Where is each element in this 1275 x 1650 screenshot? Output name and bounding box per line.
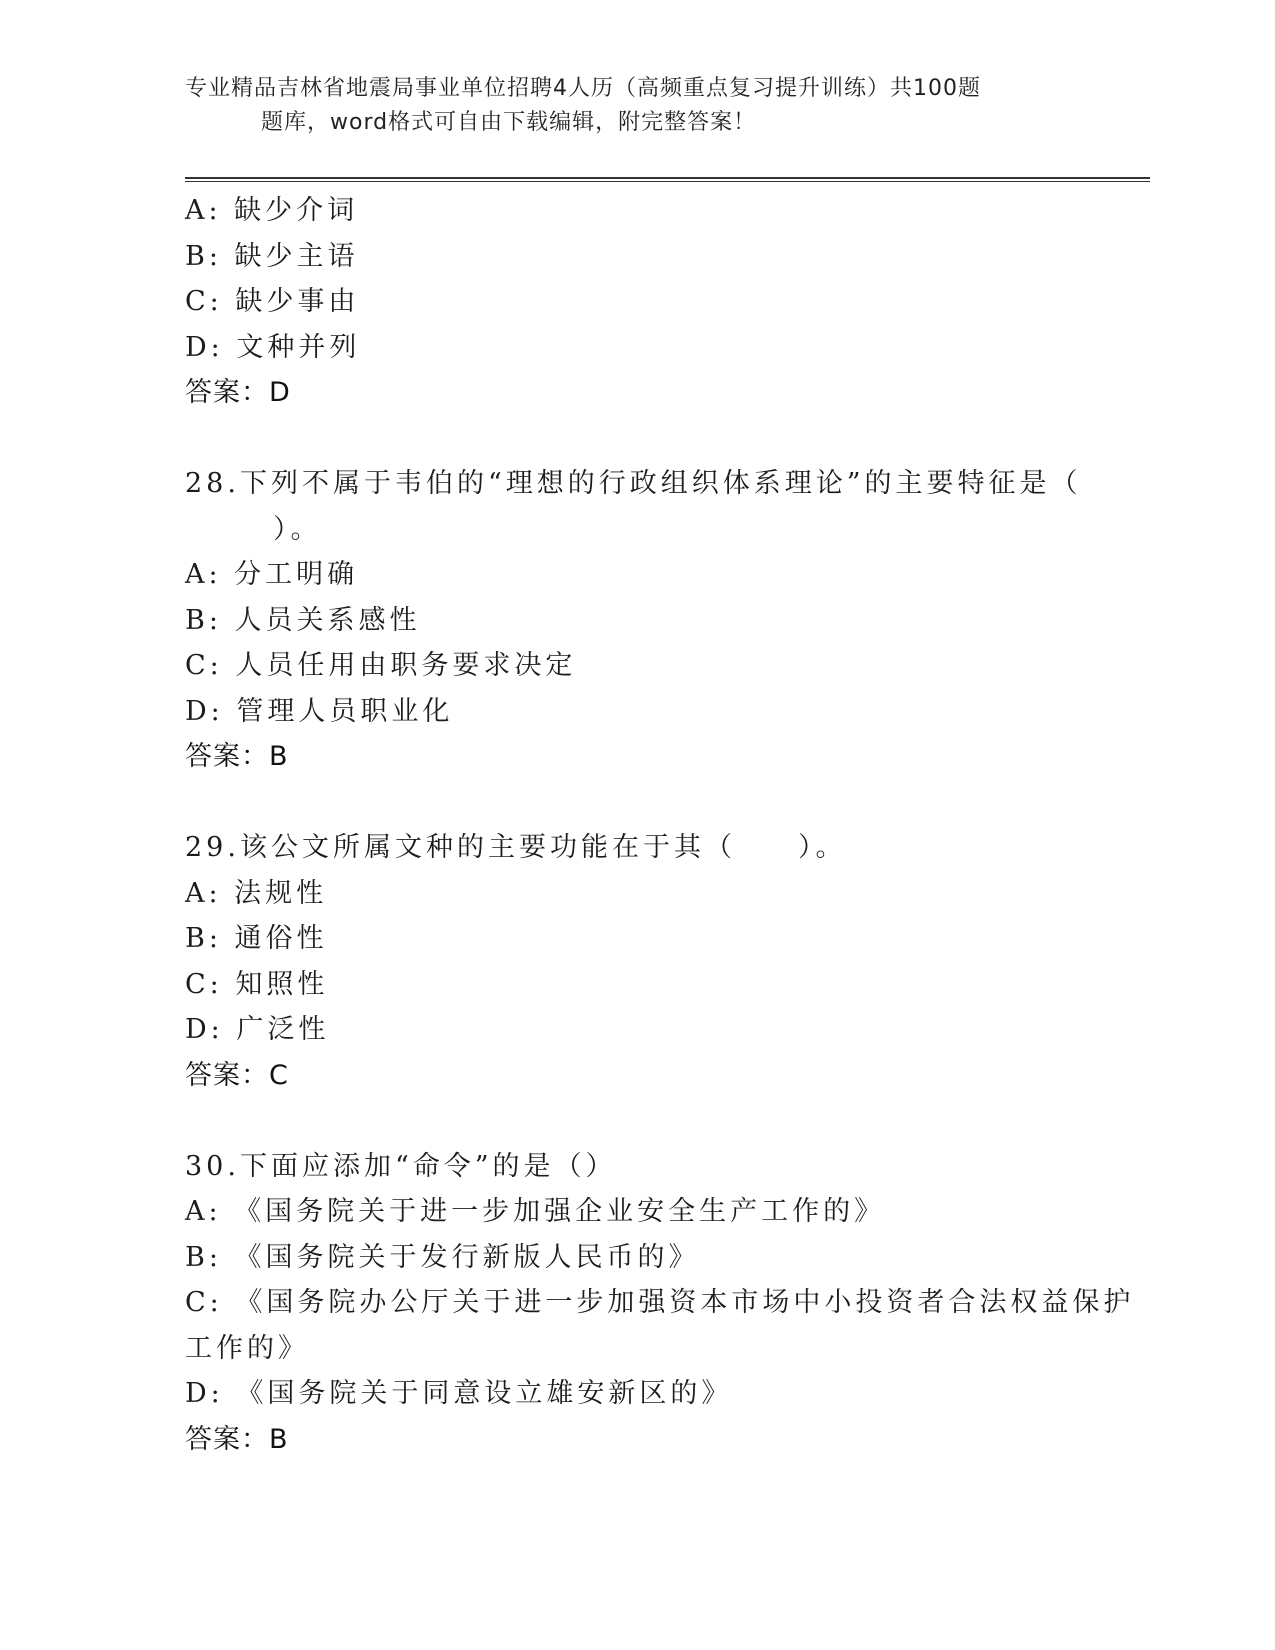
q28-answer: 答案：B <box>185 741 289 772</box>
q28-option-b: B: 人员关系感性 <box>185 604 421 636</box>
question-30-block <box>185 1144 1135 1463</box>
q30-option-b: B: 《国务院关于发行新版人民币的》 <box>185 1241 700 1273</box>
header-divider-thick <box>185 177 1150 179</box>
q28-option-c: C: 人员任用由职务要求决定 <box>185 650 577 681</box>
document-header <box>185 72 1065 140</box>
q30-option-c-continued: 工作的》 <box>185 1332 309 1364</box>
q29-question-text: 29.该公文所属文种的主要功能在于其（ ）。 <box>185 832 847 863</box>
question-28-block <box>185 461 1085 780</box>
q27-option-d: D: 文种并列 <box>185 331 361 363</box>
q30-option-d: D: 《国务院关于同意设立雄安新区的》 <box>185 1378 733 1409</box>
q30-option-c: C: 《国务院办公厅关于进一步加强资本市场中小投资者合法权益保护 <box>185 1287 1135 1318</box>
q27-answer: 答案：D <box>185 377 291 408</box>
q27-option-c: C: 缺少事由 <box>185 286 360 317</box>
header-title-line-1: 专业精品吉林省地震局事业单位招聘4人历（高频重点复习提升训练）共100题 <box>185 76 981 101</box>
q29-option-c: C: 知照性 <box>185 968 329 1000</box>
q30-option-a: A: 《国务院关于进一步加强企业安全生产工作的》 <box>185 1196 886 1227</box>
q28-question-text: 28.下列不属于韦伯的“理想的行政组织体系理论”的主要特征是（ <box>185 468 1082 499</box>
q29-option-b: B: 通俗性 <box>185 923 328 954</box>
header-divider-thin <box>185 181 1150 182</box>
q27-option-b: B: 缺少主语 <box>185 240 359 272</box>
spacer <box>185 780 1085 826</box>
q30-question-text: 30.下面应添加“命令”的是（） <box>185 1150 617 1182</box>
q27-option-a: A: 缺少介词 <box>185 195 359 226</box>
question-29-block <box>185 825 1085 1098</box>
q29-answer: 答案：C <box>185 1059 289 1091</box>
q28-option-d: D: 管理人员职业化 <box>185 695 454 727</box>
header-title-line-2: 题库，word格式可自由下载编辑，附完整答案！ <box>261 110 757 135</box>
spacer <box>185 1098 1085 1144</box>
q28-option-a: A: 分工明确 <box>185 559 359 590</box>
questions-content <box>185 188 1135 1462</box>
q29-option-d: D: 广泛性 <box>185 1014 330 1045</box>
q28-question-text-continued: ）。 <box>273 513 322 545</box>
q29-option-a: A: 法规性 <box>185 877 328 909</box>
question-27-block <box>185 188 1085 416</box>
q30-answer: 答案：B <box>185 1423 289 1455</box>
spacer <box>185 416 1085 462</box>
